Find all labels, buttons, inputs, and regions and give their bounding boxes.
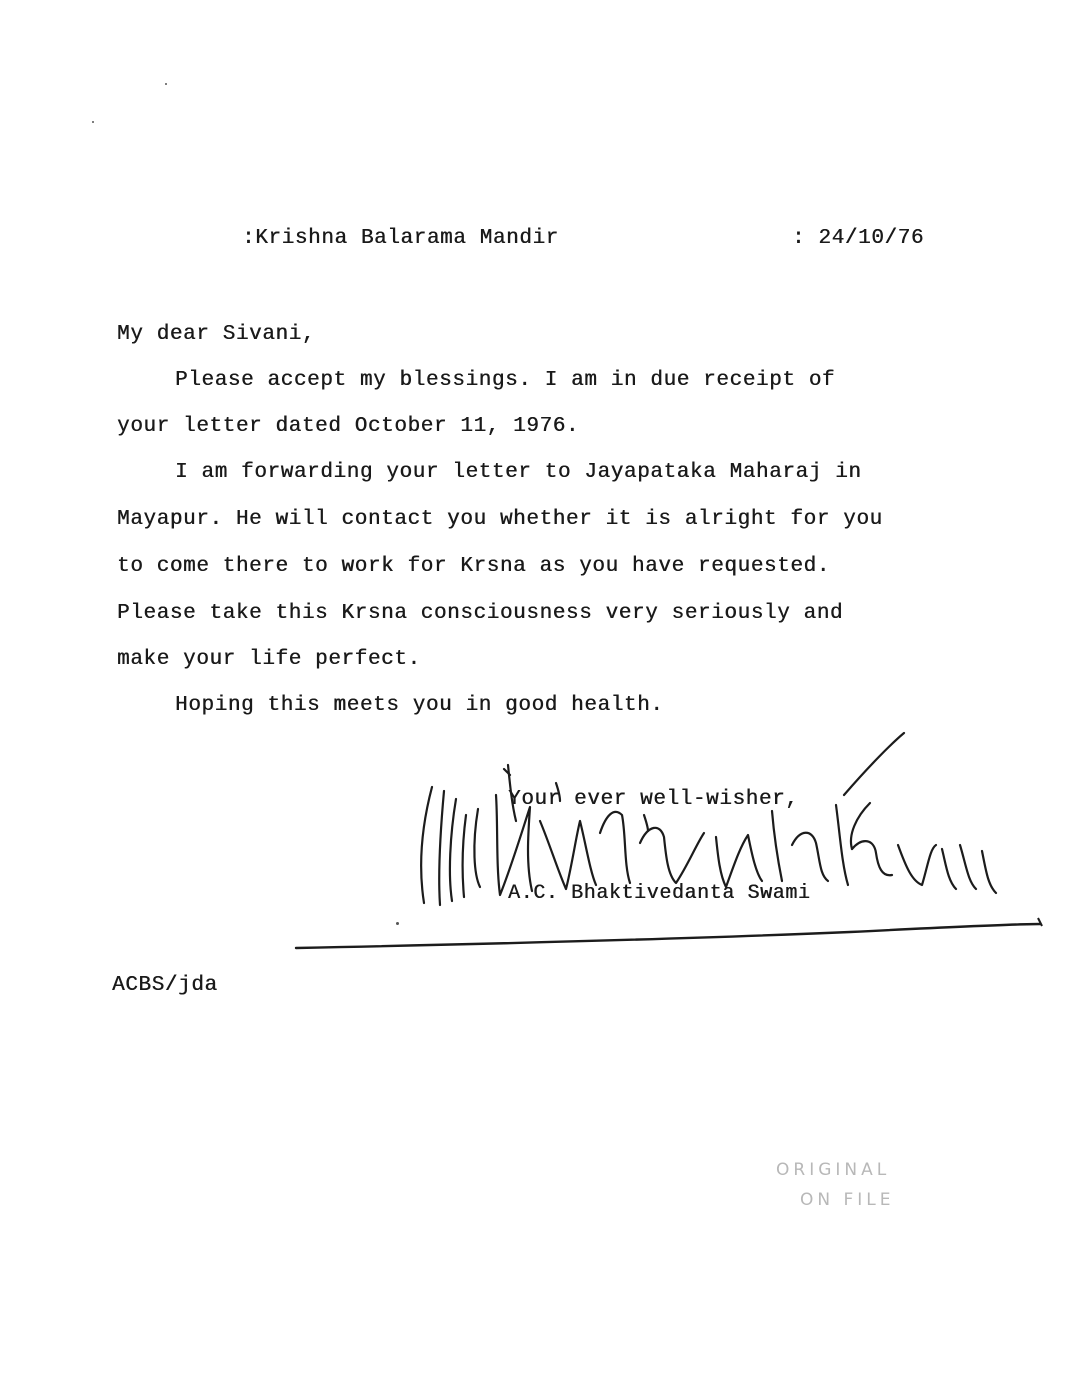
- salutation: My dear Sivani,: [117, 323, 316, 346]
- signature-line: [290, 918, 1050, 958]
- body-line: your letter dated October 11, 1976.: [117, 415, 580, 438]
- letterhead-location: :Krishna Balarama Mandir: [242, 227, 559, 250]
- body-line: to come there to work for Krsna as you have requested.: [117, 555, 830, 578]
- letter-date: : 24/10/76: [792, 227, 925, 250]
- body-line: Please take this Krsna consciousness very seriously and: [117, 602, 844, 625]
- signatory-name: A.C. Bhaktivedanta Swami: [508, 882, 811, 905]
- body-line: Mayapur. He will contact you whether it is alright for you: [117, 508, 883, 531]
- scan-speck: [165, 83, 167, 85]
- reference-initials: ACBS/jda: [112, 974, 218, 997]
- body-line: I am forwarding your letter to Jayapataka Maharaj in: [175, 461, 862, 484]
- body-line: Hoping this meets you in good health.: [175, 694, 664, 717]
- original-on-file-stamp: ON FILE: [800, 1190, 895, 1210]
- body-line: Please accept my blessings. I am in due receipt of: [175, 369, 836, 392]
- original-on-file-stamp: ORIGINAL: [776, 1160, 891, 1180]
- body-line: make your life perfect.: [117, 648, 421, 671]
- scan-speck: [92, 121, 94, 123]
- closing: Your ever well-wisher,: [508, 788, 799, 811]
